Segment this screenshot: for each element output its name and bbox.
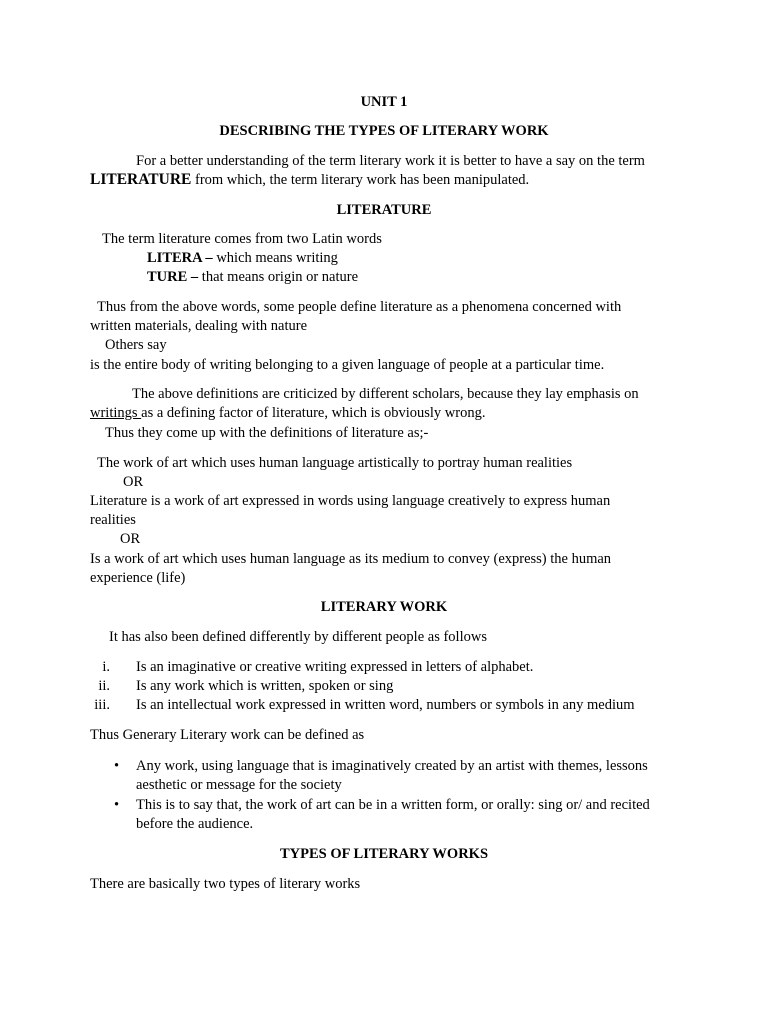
literature-heading: LITERATURE	[336, 202, 432, 218]
writings-underlined: writings	[90, 405, 142, 421]
latin-word-ture	[147, 268, 358, 286]
latin-word-litera	[147, 249, 338, 267]
bullet-text-line-1: Any work, using language that is imaginatively created by an artist with themes, lessons	[136, 758, 648, 774]
definition-2-line-2: realities	[90, 512, 136, 528]
latin-word-term: TURE –	[147, 269, 199, 285]
definition-2-line-1: Literature is a work of art expressed in words using language creatively to express human	[90, 493, 611, 509]
literature-term: LITERATURE	[90, 171, 192, 188]
literary-work-intro: It has also been defined differently by different people as follows	[109, 629, 487, 645]
list-item-number: iii.	[94, 697, 110, 713]
criticism-line-1: The above definitions are criticized by different scholars, because they lay emphasis on	[132, 386, 639, 402]
definition-paragraph-1-line-1: Thus from the above words, some people define literature as a phenomena concerned with	[97, 299, 622, 315]
latin-word-term: LITERA –	[147, 250, 213, 266]
unit-heading: UNIT 1	[360, 94, 408, 110]
bullet-icon: •	[114, 758, 120, 774]
bullet-icon: •	[114, 797, 120, 813]
definitions-intro: Thus they come up with the definitions of literature as;-	[105, 425, 429, 441]
bullet-text-line-2: before the audience.	[136, 816, 254, 832]
types-heading: TYPES OF LITERARY WORKS	[279, 846, 489, 862]
summary-text: Thus Generary Literary work can be defined as	[90, 727, 365, 743]
types-intro: There are basically two types of literary works	[90, 876, 361, 892]
bullet-text-line-1: This is to say that, the work of art can be in a written form, or orally: sing or/ and recited	[136, 797, 650, 813]
definition-1: The work of art which uses human language artistically to portray human realities	[97, 455, 573, 471]
definition-3-line-2: experience (life)	[90, 570, 186, 586]
definition-paragraph-2: is the entire body of writing belonging to a given language of people at a particular time.	[90, 357, 605, 373]
list-item-text: Is an imaginative or creative writing expressed in letters of alphabet.	[136, 659, 534, 675]
others-say-text: Others say	[105, 337, 167, 353]
criticism-line-2	[90, 404, 485, 422]
latin-word-meaning: which means writing	[212, 250, 338, 266]
intro-line-2-rest: from which, the term literary work has been manipulated.	[191, 172, 530, 188]
list-item-text: Is an intellectual work expressed in written word, numbers or symbols in any medium	[136, 697, 635, 713]
list-item-number: ii.	[98, 678, 110, 694]
latin-word-meaning: that means origin or nature	[198, 269, 359, 285]
document-title: DESCRIBING THE TYPES OF LITERARY WORK	[219, 123, 549, 139]
intro-line-1: For a better understanding of the term literary work it is better to have a say on the term	[136, 153, 645, 169]
list-item-text: Is any work which is written, spoken or sing	[136, 678, 394, 694]
latin-origin-text: The term literature comes from two Latin words	[102, 231, 382, 247]
definition-paragraph-1-line-2: written materials, dealing with nature	[90, 318, 308, 334]
criticism-line-2-rest: as a defining factor of literature, which is obviously wrong.	[141, 405, 486, 421]
or-separator-1: OR	[123, 474, 144, 490]
list-item-number: i.	[102, 659, 110, 675]
intro-line-2	[90, 171, 529, 189]
bullet-text-line-2: aesthetic or message for the society	[136, 777, 342, 793]
or-separator-2: OR	[120, 531, 141, 547]
literary-work-heading: LITERARY WORK	[320, 599, 448, 615]
definition-3-line-1: Is a work of art which uses human language as its medium to convey (express) the human	[90, 551, 612, 567]
